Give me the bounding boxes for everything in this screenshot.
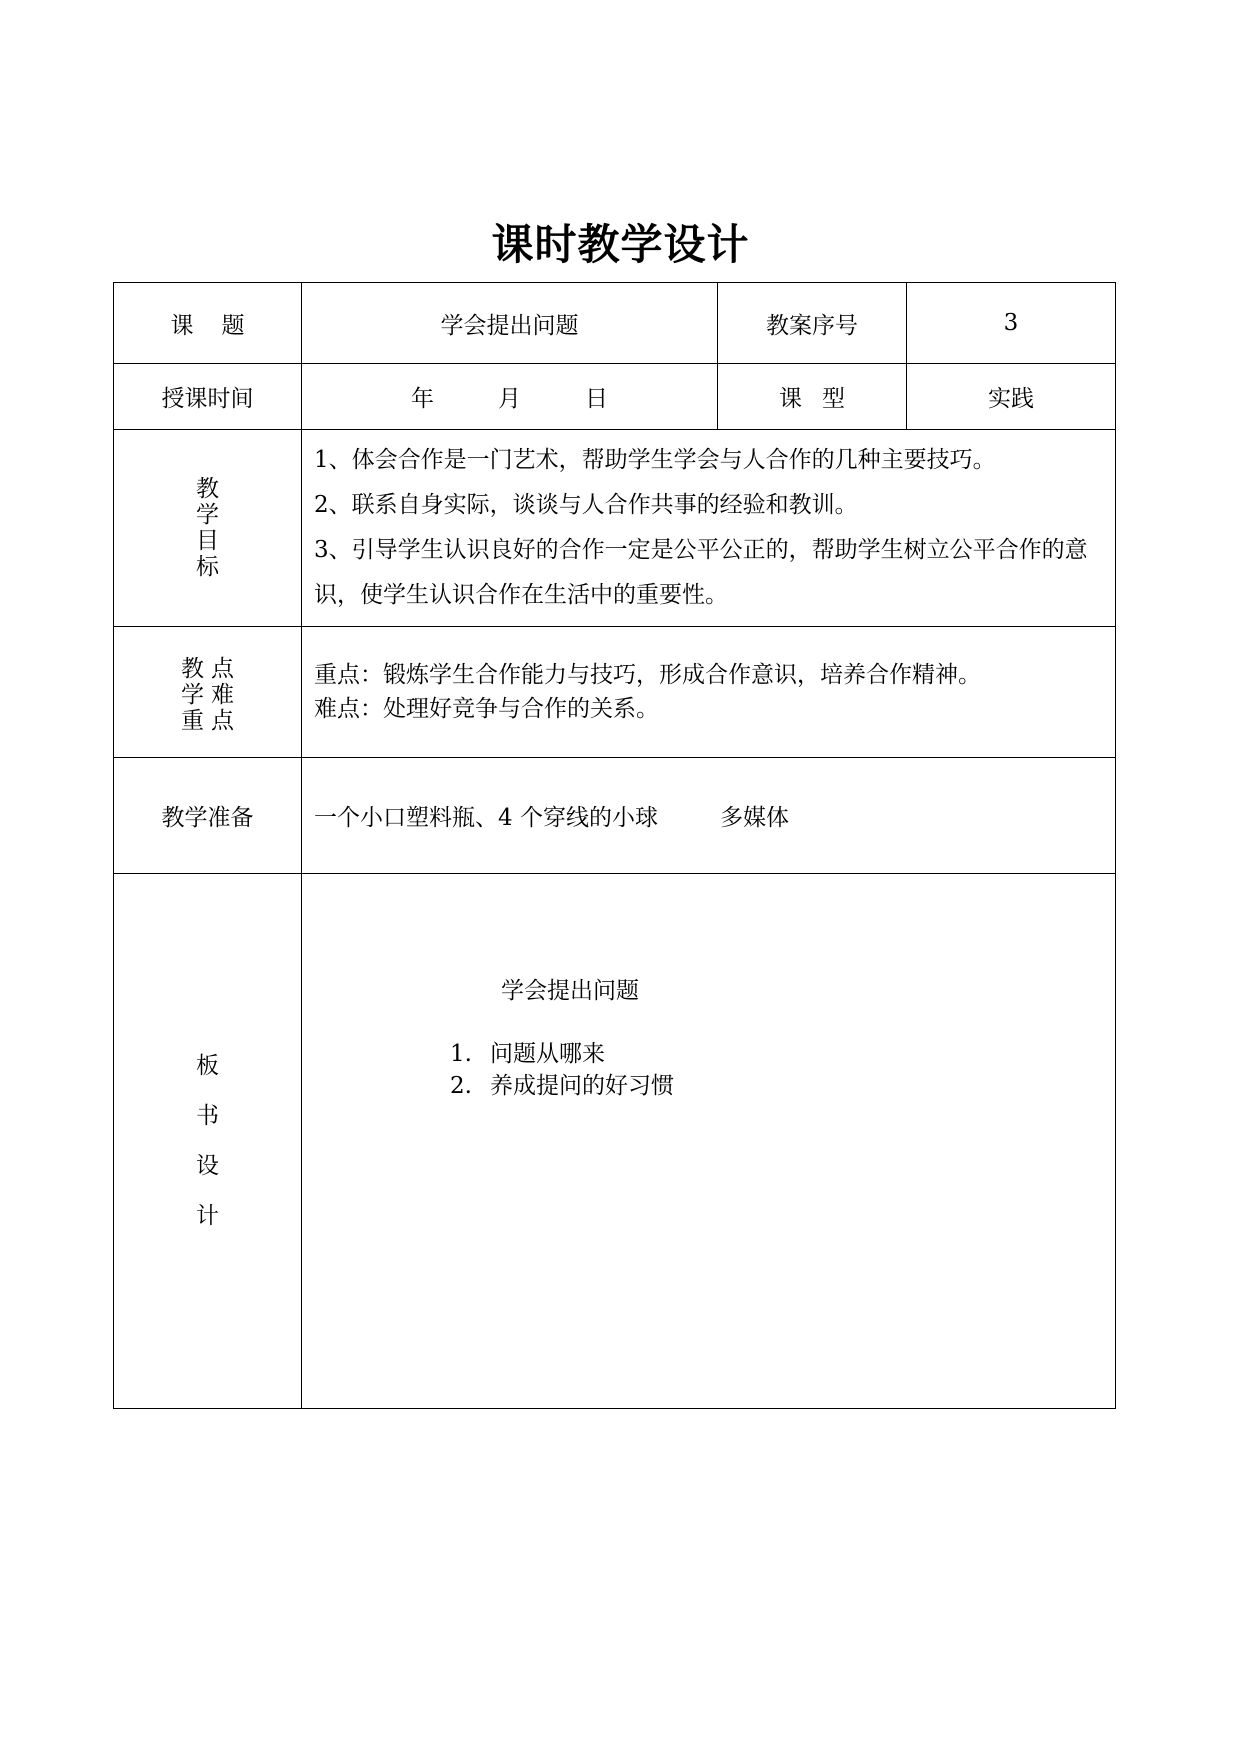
month-char: 月 (498, 386, 521, 412)
objectives-label: 教 学 目 标 (114, 430, 302, 627)
lesson-plan-table (113, 282, 1116, 1409)
key-points-content (302, 627, 1116, 758)
preparation-media: 多媒体 (719, 805, 789, 831)
year-char: 年 (411, 386, 434, 412)
key-point: 重点：锻炼学生合作能力与技巧，形成合作意识，培养合作精神。 (314, 662, 981, 688)
key-points-label: 教 学 重 点 难 点 (114, 627, 302, 758)
objective-item: 2、联系自身实际，谈谈与人合作共事的经验和教训。 (314, 492, 858, 518)
table-row-objectives (114, 430, 1116, 627)
time-label: 授课时间 (114, 364, 302, 430)
lesson-type-value: 实践 (907, 364, 1116, 430)
table-row-topic (114, 283, 1116, 364)
board-title: 学会提出问题 (501, 978, 639, 1004)
lesson-type-label: 课 型 (718, 364, 907, 430)
topic-value: 学会提出问题 (302, 283, 718, 364)
page-title: 课时教学设计 (491, 220, 750, 269)
table-row-key-points (114, 627, 1116, 758)
objective-item: 3、引导学生认识良好的合作一定是公平公正的，帮助学生树立公平合作的意识，使学生认识合作在生活中的重要性。 (314, 537, 1088, 608)
topic-label: 课 题 (114, 283, 302, 364)
difficult-point: 难点：处理好竞争与合作的关系。 (314, 696, 659, 722)
table-row-time (114, 364, 1116, 430)
sequence-label: 教案序号 (718, 283, 907, 364)
list-item: 1. 问题从哪来 (450, 1041, 605, 1067)
preparation-materials: 一个小口塑料瓶、4 个穿线的小球 (314, 805, 658, 831)
objectives-content (302, 430, 1116, 627)
sequence-value: 3 (907, 283, 1116, 364)
date-field (302, 364, 718, 430)
table-row-preparation (114, 758, 1116, 874)
list-item: 2. 养成提问的好习惯 (450, 1073, 674, 1099)
board-design-label: 板 书 设 计 (114, 874, 302, 1409)
table-row-board (114, 874, 1116, 1409)
preparation-label: 教学准备 (114, 758, 302, 874)
board-list (450, 1038, 674, 1102)
board-design-content (302, 874, 1116, 1409)
day-char: 日 (585, 386, 608, 412)
preparation-content (302, 758, 1116, 874)
objective-item: 1、体会合作是一门艺术，帮助学生学会与人合作的几种主要技巧。 (314, 447, 996, 473)
